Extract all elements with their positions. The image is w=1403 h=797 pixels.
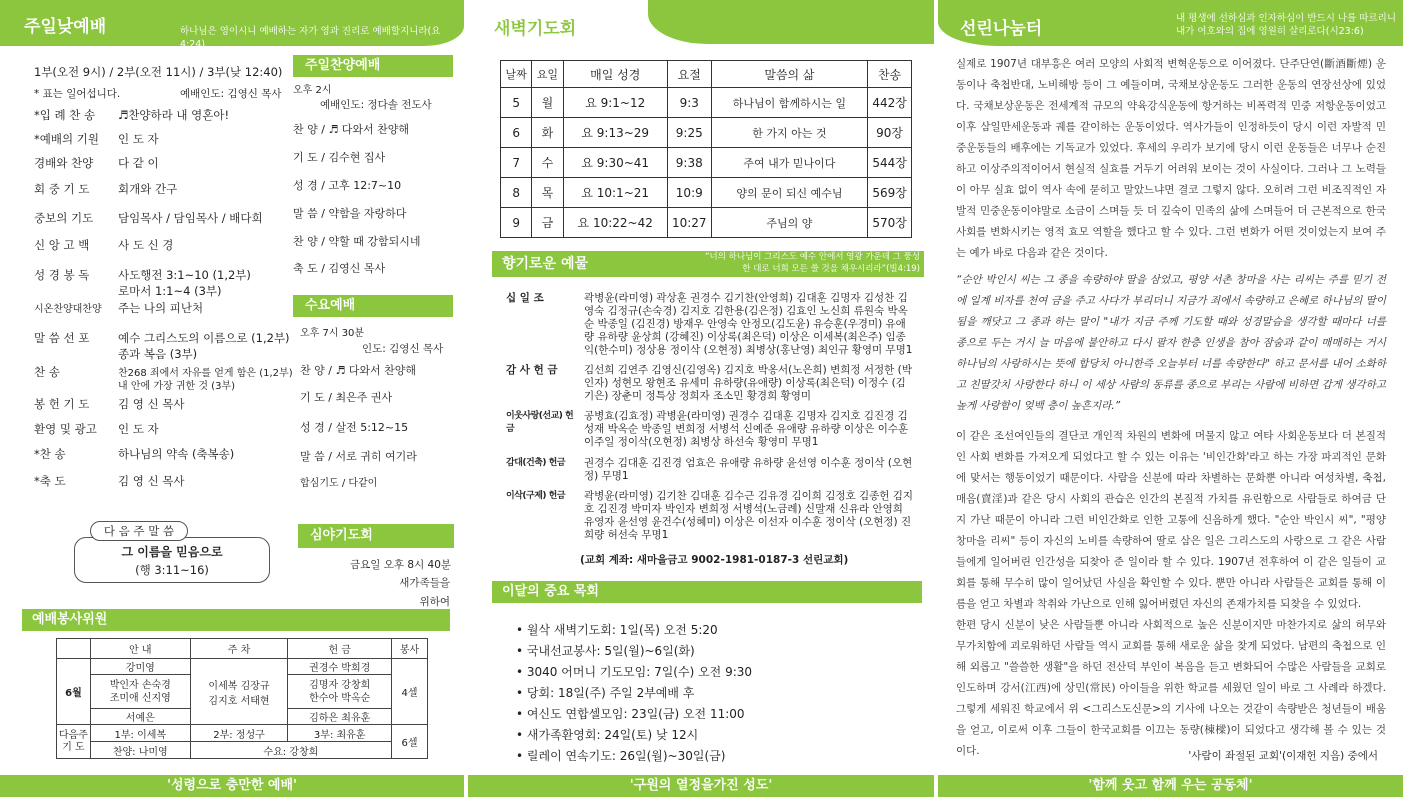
section-title: 새벽기도회	[494, 19, 577, 39]
footer-motto: '함께 웃고 함께 우는 공동체'	[938, 775, 1403, 797]
sunday-praise-item: 성 경 / 고후 12:7~10	[293, 179, 402, 192]
offering-group	[506, 457, 926, 487]
table-cell: 수	[532, 148, 563, 178]
list-item: • 릴레이 연속기도: 26일(월)~30일(금)	[516, 749, 726, 763]
order-value: ♬찬양하라 내 영혼아!	[118, 108, 230, 122]
list-item: • 당회: 18일(주) 주일 2부예배 후	[516, 686, 695, 700]
offering-names: 공병효(김효정) 곽병윤(라미영) 권경수 김대훈 김명자 김지호 김진경 김성재 박옥순 박종일 변희정 서병석 신예준 유애량 유하량 이상은 이수훈 이주일 정이삭(오현정) 최병상 하선숙 황영미 무명1	[584, 410, 909, 448]
offering-title: 향기로운 예물	[492, 251, 924, 277]
next-sermon-title: 그 이름을 믿음으로	[121, 545, 223, 559]
table-cell: 찬양: 나미영	[90, 742, 190, 759]
table-header: 날짜	[501, 61, 532, 88]
notice-text: 3040 어머니 기도모임: 7일(수) 오전 9:30	[526, 665, 753, 679]
overnight-time: 금요일 오후 8시 40분	[350, 559, 452, 571]
sunday-praise-time: 오후 2시	[293, 85, 332, 96]
notice-text: 월삭 새벽기도회: 1일(목) 오전 5:20	[526, 623, 718, 637]
table-cell: 4셀	[392, 659, 428, 725]
order-value: 다 같 이	[118, 156, 159, 170]
table-cell: 요 10:22~42	[563, 208, 667, 238]
offering-names: 권경수 김대훈 김진경 엄효은 유애량 유하량 윤선영 이수훈 정이삭 (오현정) 무명1	[584, 457, 913, 482]
table-cell: 요 9:1~12	[563, 88, 667, 118]
order-label: 봉 헌 기 도	[34, 397, 90, 411]
table-cell: 강미영	[90, 659, 190, 675]
table-cell: 권경수 박희경	[288, 659, 392, 675]
order-label: 시온찬양대찬양	[34, 304, 102, 315]
order-value: 예수 그리스도의 이름으로 (1,2부)	[118, 331, 290, 345]
table-cell: 6셀	[392, 725, 428, 759]
overnight-line: 위하여	[419, 596, 450, 608]
order-value: 사도행전 3:1~10 (1,2부)	[118, 268, 251, 282]
article-source: '사람이 좌절된 교회'(이재헌 지음) 중에서	[1188, 750, 1378, 762]
article-paragraph: 한편 당시 신분이 낮은 사람들뿐 아니라 사회적으로 높은 신분이지만 마찬가지로 삶의 허무와 무가치함에 괴로워하던 사람들 역시 교회를 통해 새로운 삶을 찾게 되었다. 남편의 축첩으로 인해 외롭고 "쓸쓸한 생활"을 하던 전산덕 부인이 복음을 듣고 변화되어 수많은 사람들을 교회로 인도하며 강서(江西)에 상민(常民) 아이들을 위한 학교를 세웠던 일이 바로 그 사례라 하겠다. 그렇게 세워진 학교에서 위 <그리스도신문>의 기사에 나오는 것같이 속량받은 청년들이 배움을 얻고, 이로써 이후 그들이 한국교회를 이끄는 동량(棟樑)이 되었다고 생각해 볼 수 있는 것이다.	[956, 619, 1386, 757]
offering-names: 김선희 김연주 김영신(김영옥) 김지호 박옹서(노은희) 변희정 서정한 (박인자) 성현모 왕현조 유세미 유하량(유애량) 이상록(최은덕) 이정수 (김기은) 장춘미 정특상 정희자 조소민 황경희 황영미	[584, 364, 912, 402]
table-cell: 6	[501, 118, 532, 148]
order-label: *축 도	[34, 474, 66, 488]
table-cell: 서예은	[90, 709, 190, 725]
table-cell: 금	[532, 208, 563, 238]
order-label: 환영 및 광고	[34, 422, 97, 436]
wednesday-item: 말 씀 / 서로 귀히 여기라	[300, 450, 417, 463]
order-value: 인 도 자	[118, 422, 159, 436]
table-cell: 7	[501, 148, 532, 178]
order-label: 말 씀 선 포	[34, 331, 90, 345]
offering-group	[506, 364, 926, 410]
order-value: 인 도 자	[118, 132, 159, 146]
table-header: 헌 금	[288, 639, 392, 659]
volunteers-table	[56, 638, 428, 759]
order-value-second: 로마서 1:1~4 (3부)	[118, 284, 222, 298]
dawn-schedule-table	[500, 60, 912, 238]
order-value: 찬268 죄에서 자유를 얻게 함은 (1,2부)	[118, 368, 293, 379]
notice-text: 여신도 연합셀모임: 23일(금) 오전 11:00	[526, 707, 745, 721]
overnight-title: 심야기도회	[298, 524, 454, 548]
order-label: 신 앙 고 백	[34, 238, 90, 252]
sunday-praise-item: 축 도 / 김영신 목사	[293, 262, 386, 275]
wednesday-time: 오후 7시 30분	[300, 328, 365, 339]
wednesday-leader: 인도: 김영신 목사	[362, 343, 444, 355]
table-header: 매일 성경	[563, 61, 667, 88]
month-cell: 6월	[57, 659, 91, 725]
offering-group	[506, 410, 926, 456]
table-cell: 9:3	[667, 88, 711, 118]
table-cell: 화	[532, 118, 563, 148]
table-cell: 김명자 강창희 한수아 박옥순	[288, 675, 392, 709]
volunteers-title: 예배봉사위원	[22, 609, 450, 631]
order-label: 회 중 기 도	[34, 182, 90, 196]
table-cell: 3부: 최유훈	[288, 725, 392, 742]
wednesday-item: 합심기도 / 다같이	[300, 478, 378, 489]
order-value: 사 도 신 경	[118, 238, 174, 252]
table-cell: 90장	[868, 118, 912, 148]
offering-names: 곽병윤(라미영) 김기찬 김대훈 김수근 김유경 김이희 김정호 김종헌 김지호 김진경 박미자 박인자 변희정 서병석(노금례) 신말재 신유라 안영희 유영자 윤선영 윤건수(성혜미) 이상은 이선자 이수훈 정이삭 (오현정) 진희량 허선숙 무명1	[584, 490, 914, 541]
table-cell: 544장	[868, 148, 912, 178]
notice-list	[516, 620, 752, 767]
section-title: 주일낮예배	[24, 17, 107, 37]
table-cell: 9:25	[667, 118, 711, 148]
footer-motto: '성령으로 충만한 예배'	[0, 775, 464, 797]
sunday-praise-leader: 예배인도: 정다솔 전도사	[320, 99, 432, 111]
wednesday-item: 기 도 / 최은주 권사	[300, 391, 393, 404]
order-value: 회개와 간구	[118, 182, 178, 196]
section-subtitle: 내 평생에 선하심과 인자하심이 반드시 나를 따르리니 내가 여호와의 집에 영원히 살리로다(시23:6)	[1176, 13, 1397, 37]
worship-leader: 예배인도: 김영신 목사	[180, 88, 282, 100]
table-cell: 5	[501, 88, 532, 118]
table-cell: 2부: 정성구	[190, 725, 288, 742]
offering-verse: “너의 하나님이 그리스도 예수 안에서 영광 가운데 그 풍성한 대로 너희 모든 쓸 것을 채우시리라”(빌4:19)	[705, 252, 920, 274]
table-cell: 9:38	[667, 148, 711, 178]
list-item: • 여신도 연합셀모임: 23일(금) 오전 11:00	[516, 707, 745, 721]
table-cell: 한 가지 아는 것	[711, 118, 867, 148]
table-cell: 1부: 이세복	[90, 725, 190, 742]
table-header: 요절	[667, 61, 711, 88]
dawn-prayer-column	[468, 0, 934, 797]
table-cell: 수요: 강창희	[190, 742, 391, 759]
table-cell: 요 10:1~21	[563, 178, 667, 208]
list-item: • 새가족환영회: 24일(토) 낮 12시	[516, 728, 699, 742]
section-subtitle: 새벽 아직도 밝기 전에 예수께서 일어나 나가 한적한 곳으로 가서 거기서 기도하시더니(막1:23)	[670, 15, 927, 39]
order-label: 성 경 봉 독	[34, 268, 90, 282]
wednesday-item: 찬 양 / ♬ 다와서 찬양해	[300, 364, 417, 377]
table-cell: 9	[501, 208, 532, 238]
offering-label: 이웃사랑(선교) 헌금	[506, 411, 574, 434]
table-cell: 하나님이 함께하시는 일	[711, 88, 867, 118]
order-value: 하나님의 약속 (축복송)	[118, 447, 235, 461]
stand-note: * 표는 일어섭니다.	[34, 88, 121, 100]
notice-text: 릴레이 연속기도: 26일(월)~30일(금)	[526, 749, 726, 763]
offering-label: 이삭(구제) 헌금	[506, 491, 566, 501]
sunday-praise-item: 찬 양 / 약할 때 강함되시네	[293, 235, 421, 248]
table-cell: 주님의 양	[711, 208, 867, 238]
list-item: • 3040 어머니 기도모임: 7일(수) 오전 9:30	[516, 665, 753, 679]
table-cell: 요 9:30~41	[563, 148, 667, 178]
offering-label: 감 사 헌 금	[506, 364, 558, 376]
table-cell: 김하은 최유훈	[288, 709, 392, 725]
order-label: *찬 송	[34, 447, 66, 461]
table-cell: 10:27	[667, 208, 711, 238]
table-header: 찬송	[868, 61, 912, 88]
next-sermon-label: 다 음 주 말 씀	[90, 521, 188, 541]
table-cell: 10:9	[667, 178, 711, 208]
notice-title: 이달의 중요 목회	[492, 581, 922, 603]
section-title: 선린나눔터	[960, 19, 1043, 39]
list-item: • 월삭 새벽기도회: 1일(목) 오전 5:20	[516, 623, 718, 637]
sharing-column	[938, 0, 1403, 797]
section-subtitle: 하나님은 영이시니 예배하는 자가 영과 진리로 예배할지니라(요4:24)	[180, 26, 441, 50]
table-header: 안 내	[90, 639, 190, 659]
order-label: *예배의 기원	[34, 132, 99, 146]
order-label: 찬 송	[34, 365, 60, 379]
sunday-praise-item: 찬 양 / ♬ 다와서 찬양해	[293, 123, 410, 136]
order-label: 경배와 찬양	[34, 156, 94, 170]
offering-label: 십 일 조	[506, 292, 544, 304]
order-value-second: 종과 복음 (3부)	[118, 347, 198, 361]
table-cell: 570장	[868, 208, 912, 238]
order-value: 김 영 신 목사	[118, 397, 185, 411]
notice-text: 국내선교봉사: 5일(월)~6일(화)	[526, 644, 695, 658]
order-value: 담임목사 / 담임목사 / 배다희	[118, 211, 263, 225]
sunday-worship-column	[0, 0, 464, 797]
offering-group	[506, 490, 926, 550]
order-value: 주는 나의 피난처	[118, 301, 204, 315]
table-header: 주 차	[190, 639, 288, 659]
table-cell: 주여 내가 믿나이다	[711, 148, 867, 178]
order-value-second: 내 안에 가장 귀한 것 (3부)	[118, 381, 235, 392]
sunday-praise-item: 기 도 / 김수현 집사	[293, 151, 386, 164]
article-paragraph: 실제로 1907년 대부흥은 여러 모양의 사회적 변혁운동으로 이어졌다. 단주단연(斷酒斷煙) 운동이나 축첩반대, 노비해방 등이 그 예들이며, 국채보상운동도 그러한 운동의 연장선상에 있었다. 국채보상운동은 전세계적 규모의 약육강식운동에 항거하는 비폭력적 민중 저항운동이었고 이후 삼일만세운동과 궤를 같이하는 운동이었다. 역사가들이 인정하듯이 당시 이런 자발적 민중운동들의 배후에는 기독교가 있었다. 후세의 우리가 보기에 당시 이런 운동들은 너무나 순진하고 이상주의적이어서 현실적 실효를 거두기 어려워 보이는 것이 사실이다. 그러나 그 노력들이 아무 실효 없이 역사 속에 묻히고 말았느냐면 결코 그렇지 않다. 오히려 그런 비조직적인 자발적 민중운동이야말로 소금이 스며들 듯 더 깊숙이 민족의 삶에 스며들어 더 근본적으로 한국사회를 변화시키는 영적 효모 역할을 했다고 할 수 있다. 그런 변화가 어떤 것이었는지 보여 주는 예가 바로 다음과 같은 것이다.	[956, 58, 1386, 259]
sunday-praise-title: 주일찬양예배	[293, 55, 453, 77]
next-sermon-verse: (행 3:11~16)	[135, 563, 209, 577]
table-cell: 박인자 손숙경 조미애 신지영	[90, 675, 190, 709]
table-header: 요일	[532, 61, 563, 88]
order-label: *입 례 찬 송	[34, 108, 96, 122]
table-cell: 양의 문이 되신 예수님	[711, 178, 867, 208]
notice-text: 새가족환영회: 24일(토) 낮 12시	[526, 728, 699, 742]
table-cell: 이세복 김장규 김지호 서태현	[190, 659, 288, 725]
article-quote: “순안 박인시 씨는 그 종을 속량하야 딸을 삼었고, 평양 서촌 창마을 사는 리씨는 주를 믿기 전에 일계 비자를 천여 금을 주고 사다가 부리더니 지금가 죄에서 속량하고 은혜로 하나님의 딸이 됨을 깨닷고 그 종과 하는 말이 "내가 지금 주께 기도할 때와 성경말슴을 생각할 때마다 너를 종으로 두는 거시 늘 마음에 불안하고 다시 팔자 한층 인생을 참아 잠숨과 같이 매매하는 거시 하나님의 사랑하시는 뜻에 합당치 아니한즉 오늘부터 너를 속량한다" 하고 문서를 내어 소화하고 친딸갓치 사랑한다 하니 이 세상 사람의 동류를 종으로 부리는 사람에 비하면 갑게 생각하고 높게 사랑함이 엊백 층이 높흔지라.”	[956, 274, 1386, 412]
table-header: 봉사	[392, 639, 428, 659]
offering-names: 곽병윤(라미영) 곽상훈 권경수 김기찬(안영희) 김대훈 김명자 김성찬 김영숙 김정규(손숙경) 김지호 김한용(김은정) 김효인 노신희 류원숙 박옥순 박종일 (김진경) 방재우 안영숙 안정모(김도윤) 유승훈(우경미) 유애량 유하량 윤상희 (강혜진) 이상록(최은덕) 이상은 이세복(최은주) 임종익(한수미) 정상용 정이삭 (오현정) 최병상(홍난영) 최인규 황영미 무명1	[584, 292, 913, 356]
overnight-line: 새가족들을	[399, 577, 450, 589]
footer-motto: '구원의 열정을가진 성도'	[468, 775, 934, 797]
next-week-cell: 다음주 기 도	[57, 725, 91, 759]
table-cell: 8	[501, 178, 532, 208]
table-corner	[57, 639, 91, 659]
table-cell: 월	[532, 88, 563, 118]
order-value: 김 영 신 목사	[118, 474, 185, 488]
order-label: 중보의 기도	[34, 211, 94, 225]
table-cell: 요 9:13~29	[563, 118, 667, 148]
sunday-praise-item: 말 씀 / 약함을 자랑하다	[293, 207, 407, 220]
offering-group	[506, 292, 926, 362]
table-cell: 569장	[868, 178, 912, 208]
service-times: 1부(오전 9시) / 2부(오전 11시) / 3부(낮 12:40)	[34, 65, 283, 79]
table-cell: 442장	[868, 88, 912, 118]
table-cell: 목	[532, 178, 563, 208]
offering-label: 감대(건축) 헌금	[506, 458, 566, 468]
list-item: • 국내선교봉사: 5일(월)~6일(화)	[516, 644, 695, 658]
notice-text: 당회: 18일(주) 주일 2부예배 후	[526, 686, 695, 700]
table-header: 말씀의 삶	[711, 61, 867, 88]
article-paragraph: 이 같은 조선여인들의 결단코 개인적 차원의 변화에 머물지 않고 여타 사회운동보다 더 본질적인 사회 변화를 가져오게 되었다고 할 수 있는 이유는 '비인간화'라고 하는 가장 파괴적인 문화에 맞서는 행동이었기 때문이다. 사람을 신분에 따라 차별하는 문화뿐 아니라 여성차별, 축첩, 매음(賣淫)과 같은 당시 사회의 관습은 인간의 본질적 가치를 유린함으로 사람들로 하여금 단지 가난 때문이 아니라 그런 비인간화로 인한 고통에 신음하게 했다. "순안 박인시 씨", "평양 창마을 리씨" 등이 자신의 노비를 속량하여 딸로 삼은 일은 그리스도의 사랑으로 그 같은 사람들에게 일어버린 인간성을 되찾아 준 일이라 할 수 있다. 1907년 전후하여 이 같은 일들이 교회를 통해 무수히 많이 일어났던 사실을 확인할 수 있다. 뿐만 아니라 사람들은 교회를 통해 이름을 얻고 차별과 착취와 가난으로 인해 잃어버렸던 자신의 존재가치를 되찾을 수 있었다.	[956, 430, 1386, 610]
account-info: (교회 계좌: 새마을금고 9002-1981-0187-3 선린교회)	[580, 554, 849, 566]
wednesday-item: 성 경 / 살전 5:12~15	[300, 421, 409, 434]
wednesday-title: 수요예배	[293, 295, 453, 317]
